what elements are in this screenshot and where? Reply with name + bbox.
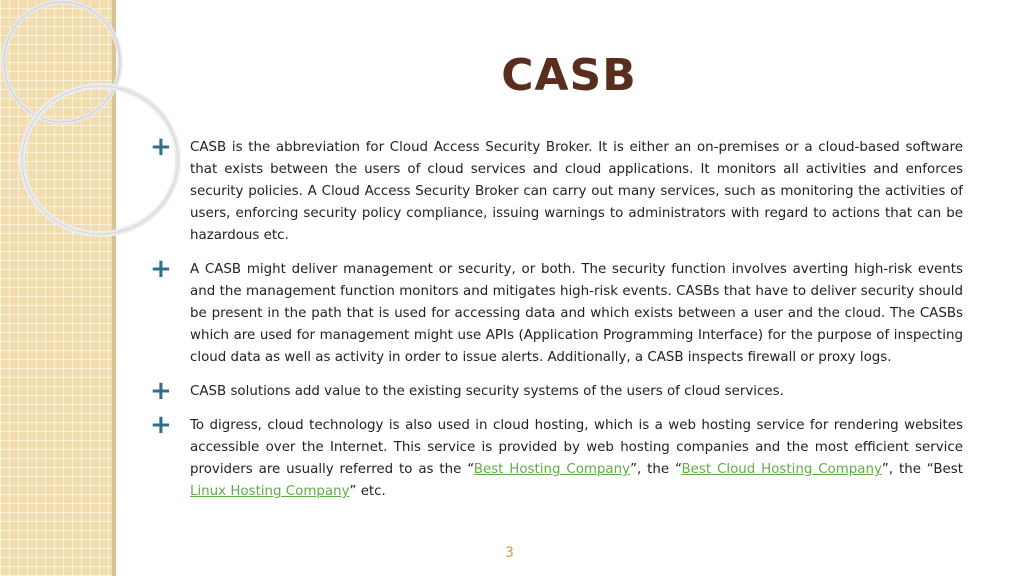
bullet-text: CASB solutions add value to the existing security systems of the users of cloud services. [190, 384, 784, 399]
page-number: 3 [505, 545, 514, 561]
bullet-text-segment: ”, the “ [630, 462, 682, 477]
decorative-side-strip [0, 0, 114, 576]
bullet-text-segment: ”, the “Best [881, 462, 963, 477]
bullet-item [150, 254, 963, 369]
best-hosting-company-link[interactable]: Best Hosting Company [473, 462, 631, 477]
bullet-text-segment: To digress, cloud technology is also used in cloud hosting, which is a web hosting service for rendering websites accessible over the Internet. This service is provided by web hosting companies and the most efficient service providers are usually referred to as the “ [190, 418, 963, 477]
plus-icon: + [150, 254, 172, 284]
best-cloud-hosting-company-link[interactable]: Best Cloud Hosting Company [681, 462, 882, 477]
slide-title: CASB [501, 50, 637, 101]
bullet-text-segment: ” etc. [349, 484, 386, 499]
bullet-item [150, 376, 963, 406]
plus-icon: + [150, 376, 172, 406]
plus-icon: + [150, 132, 172, 162]
bullet-item [150, 410, 963, 503]
plus-icon: + [150, 410, 172, 440]
bullet-item [150, 132, 963, 247]
bullet-text [190, 415, 963, 503]
bullet-text: CASB is the abbreviation for Cloud Access Security Broker. It is either an on-premises or a cloud-based software that exists between the users of cloud services and cloud applications. It monitors all activities and enforces security policies. A Cloud Access Security Broker can carry out many services, such as monitoring the activities of users, enforcing security policy compliance, issuing warnings to administrators with regard to actions that can be hazardous etc. [190, 140, 963, 243]
bullet-list [150, 132, 963, 515]
linux-hosting-company-link[interactable]: Linux Hosting Company [190, 484, 350, 499]
bullet-text: A CASB might deliver management or security, or both. The security function involves averting high-risk events and the management function monitors and mitigates high-risk events. CASBs that have to deliver security should be present in the path that is used for accessing data and which exists between a user and the cloud. The CASBs which are used for management might use APIs (Application Programming Interface) for the purpose of inspecting cloud data as well as activity in order to issue alerts. Additionally, a CASB inspects firewall or proxy logs. [190, 262, 963, 365]
